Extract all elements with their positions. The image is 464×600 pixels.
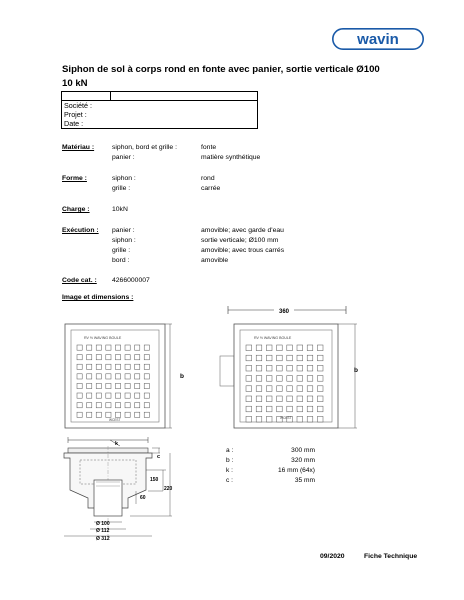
grate-hole (317, 386, 323, 392)
grate-hole (77, 374, 82, 379)
grate-hole (106, 364, 111, 369)
grate-hole (297, 396, 303, 402)
dim-d312-label: Ø 312 (96, 536, 110, 542)
grate-hole (115, 383, 120, 388)
grate-hole (297, 406, 303, 412)
grate-hole (96, 345, 101, 350)
grate-text: RV ½ WAVING BOULE (84, 336, 122, 340)
grate-hole (307, 416, 313, 422)
date-label: Date : (64, 119, 84, 128)
grate-hole (277, 396, 283, 402)
grate-hole (266, 406, 272, 412)
grate-hole (246, 396, 252, 402)
code-label: Code cat. : (62, 277, 97, 284)
execution-value: sortie verticale; Ø100 mm (201, 237, 279, 244)
grate-hole (87, 412, 92, 417)
grate-hole (307, 345, 313, 351)
grate-hole (106, 412, 111, 417)
grate-hole (256, 376, 262, 382)
spec-value: 35 mm (294, 477, 315, 484)
grate-hole (266, 365, 272, 371)
grate-hole (106, 345, 111, 350)
dim-c-label: c (157, 454, 161, 460)
societe-label: Société : (64, 101, 92, 110)
grate-hole (266, 416, 272, 422)
grate-hole (287, 396, 293, 402)
grate-hole (297, 376, 303, 382)
grate-hole (287, 386, 293, 392)
grate-hole (125, 383, 130, 388)
grate-hole (246, 365, 252, 371)
dim-b-label-left: b (180, 373, 184, 380)
grate-hole (277, 355, 283, 361)
grate-hole (144, 383, 149, 388)
grate-hole (287, 355, 293, 361)
execution-value: amovible; avec trous carrés (201, 247, 285, 254)
grate-hole (125, 374, 130, 379)
table-row (62, 110, 258, 119)
grate-hole (297, 365, 303, 371)
grate-hole (77, 345, 82, 350)
grate-hole (317, 406, 323, 412)
execution-part: panier : (112, 227, 135, 234)
grate-hole (317, 396, 323, 402)
grate-hole (125, 412, 130, 417)
grate-hole (277, 406, 283, 412)
grate-top-view-left (64, 323, 174, 429)
grate-top-view-right (210, 304, 362, 434)
grate-hole (317, 365, 323, 371)
grate-hole (297, 355, 303, 361)
execution-part: grille : (112, 247, 131, 254)
grate-hole (144, 364, 149, 369)
dim-b-label-right: b (354, 367, 358, 374)
grate-hole (144, 412, 149, 417)
grate-hole (144, 393, 149, 398)
grate-hole (256, 396, 262, 402)
grate-mark: WCEST (280, 416, 292, 420)
grate-hole (297, 416, 303, 422)
grate-hole (125, 364, 130, 369)
charge-label: Charge : (62, 206, 90, 213)
wavin-logo (332, 28, 424, 50)
grate-hole (297, 345, 303, 351)
grate-hole (266, 345, 272, 351)
grate-hole (317, 376, 323, 382)
grate-hole (77, 412, 82, 417)
image-section-title: Image et dimensions : (62, 294, 134, 301)
forme-part: siphon : (112, 175, 136, 182)
grate-hole (96, 355, 101, 360)
grate-hole (115, 355, 120, 360)
grate-hole (77, 403, 82, 408)
grate-hole (135, 412, 140, 417)
grate-hole (246, 406, 252, 412)
outlet-stub (220, 356, 234, 386)
grate-hole (125, 355, 130, 360)
grate-mark: WCEST (109, 418, 121, 422)
grate-hole (277, 345, 283, 351)
page-title (62, 63, 442, 91)
forme-value: rond (201, 175, 215, 182)
forme-value: carrée (201, 185, 221, 192)
grate-hole (96, 403, 101, 408)
grate-hole (87, 393, 92, 398)
execution-value: amovible; avec garde d'eau (201, 227, 284, 234)
grate-hole (135, 355, 140, 360)
execution-part: siphon : (112, 237, 136, 244)
grate-hole (115, 345, 120, 350)
grate-hole (144, 403, 149, 408)
grate-hole (135, 393, 140, 398)
grate-hole (307, 355, 313, 361)
outlet-pipe (94, 480, 122, 516)
code-value: 4266000007 (112, 277, 150, 284)
grate-hole (307, 365, 313, 371)
grate-hole (87, 383, 92, 388)
grate-hole (135, 403, 140, 408)
execution-value: amovible (201, 257, 229, 264)
table-row (62, 119, 258, 129)
grate-hole (106, 355, 111, 360)
grate-hole (256, 365, 262, 371)
title-line-1: Siphon de sol à corps rond en fonte avec panier, sortie verticale Ø100 (62, 64, 380, 75)
grate-hole (277, 386, 283, 392)
spec-key: a : (226, 447, 234, 454)
grate-hole (115, 403, 120, 408)
grate-hole (96, 383, 101, 388)
grate-hole (125, 403, 130, 408)
table-row (62, 101, 258, 111)
grate-hole (256, 406, 262, 412)
grate-hole (256, 386, 262, 392)
forme-part: grille : (112, 185, 131, 192)
grate-hole (287, 376, 293, 382)
spec-value: 16 mm (64x) (277, 467, 315, 474)
dim-k-label: k (115, 441, 119, 447)
dim-d112-label: Ø 112 (96, 528, 110, 534)
grate-hole (266, 386, 272, 392)
spec-value: 300 mm (291, 447, 315, 454)
section-view (60, 434, 190, 542)
grate-hole (87, 403, 92, 408)
grate-hole (297, 386, 303, 392)
grate-hole (125, 345, 130, 350)
execution-part: bord : (112, 257, 130, 264)
footer-date: 09/2020 (320, 553, 345, 560)
grate-hole (77, 355, 82, 360)
grate-hole (115, 412, 120, 417)
grate-hole (287, 406, 293, 412)
grate-hole (106, 374, 111, 379)
grate-hole (287, 345, 293, 351)
grate-text: RV ½ WAVING BOULE (254, 336, 292, 340)
grate-hole (266, 376, 272, 382)
forme-label: Forme : (62, 175, 87, 182)
grate-hole (106, 383, 111, 388)
dim-150-label: 150 (150, 477, 159, 483)
grate-hole (135, 364, 140, 369)
grate-hole (115, 393, 120, 398)
grate-hole (144, 374, 149, 379)
spec-key: c : (226, 477, 233, 484)
grate-hole (96, 393, 101, 398)
grate-hole (115, 374, 120, 379)
grate-hole (106, 393, 111, 398)
grate-hole (135, 383, 140, 388)
spec-key: b : (226, 457, 234, 464)
grate-hole (246, 355, 252, 361)
dim-60-label: 60 (140, 495, 146, 501)
grate-hole (256, 355, 262, 361)
table-header-row (62, 92, 258, 101)
grate-hole (106, 403, 111, 408)
grate-hole (87, 355, 92, 360)
grate-hole (77, 364, 82, 369)
grate-hole (307, 396, 313, 402)
spec-value: 320 mm (291, 457, 315, 464)
grate-hole (317, 345, 323, 351)
spec-key: k : (226, 467, 233, 474)
grate-hole (246, 345, 252, 351)
grate-hole (287, 365, 293, 371)
grate-hole (246, 386, 252, 392)
grate-hole (266, 396, 272, 402)
materiau-label: Matériau : (62, 144, 95, 151)
materiau-part: panier : (112, 154, 135, 161)
grate-hole (307, 386, 313, 392)
logo-text: wavin (357, 31, 399, 48)
grate-hole (96, 374, 101, 379)
grate-hole (87, 345, 92, 350)
grate-hole (246, 416, 252, 422)
project-info-table (61, 91, 258, 129)
grate-hole (135, 374, 140, 379)
grate-hole (266, 355, 272, 361)
charge-value: 10kN (112, 206, 128, 213)
dim-220-label: 220 (164, 486, 173, 492)
grate-hole (256, 345, 262, 351)
grate-hole (277, 376, 283, 382)
grate-hole (144, 355, 149, 360)
grate-hole (246, 376, 252, 382)
grate-hole (277, 365, 283, 371)
title-line-2: 10 kN (62, 78, 88, 89)
projet-label: Projet : (64, 110, 87, 119)
grate-hole (77, 383, 82, 388)
dim-360-label: 360 (278, 309, 290, 315)
grate-hole (96, 364, 101, 369)
grate-hole (144, 345, 149, 350)
grate-hole (77, 393, 82, 398)
footer-label: Fiche Technique (364, 553, 418, 560)
grate-hole (317, 416, 323, 422)
grate-hole (87, 374, 92, 379)
grate-hole (135, 345, 140, 350)
dim-d100-label: Ø 100 (96, 521, 110, 527)
execution-label: Exécution : (62, 227, 99, 234)
grate-hole (96, 412, 101, 417)
grate-hole (307, 406, 313, 412)
grate-hole (125, 393, 130, 398)
materiau-value: matière synthétique (201, 154, 261, 161)
grate-hole (256, 416, 262, 422)
grate-hole (115, 364, 120, 369)
grate-hole (87, 364, 92, 369)
grate-hole (317, 355, 323, 361)
grate-hole (307, 376, 313, 382)
materiau-value: fonte (201, 144, 217, 151)
materiau-part: siphon, bord et grille : (112, 144, 177, 151)
